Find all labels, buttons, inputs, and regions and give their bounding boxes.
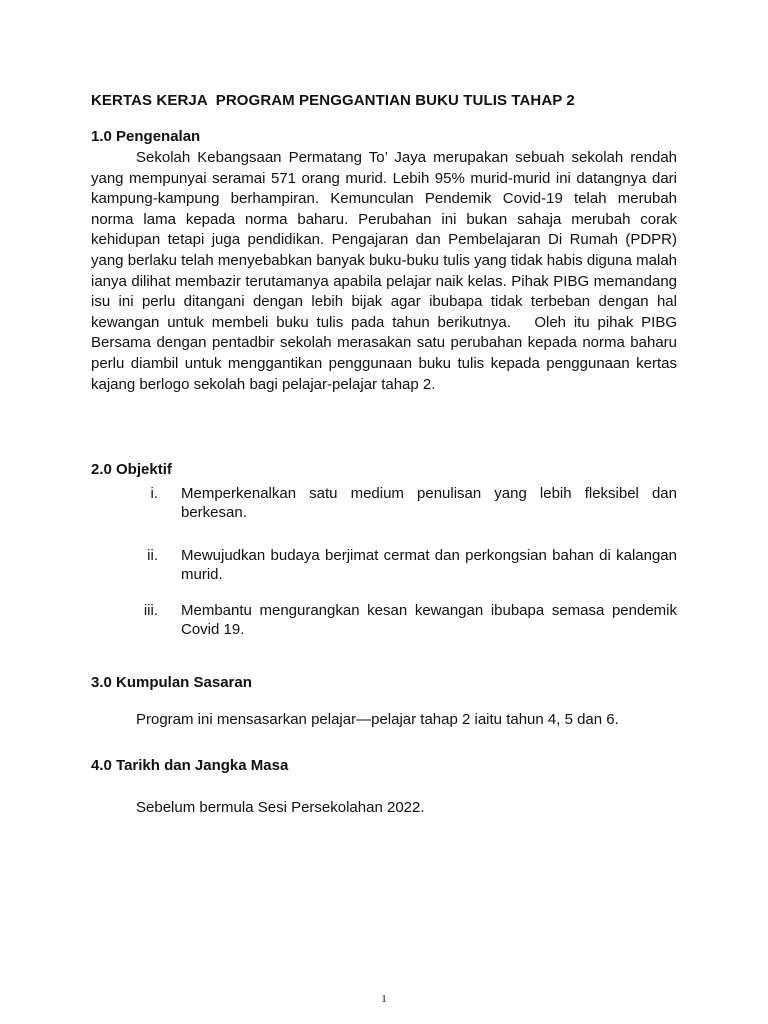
objective-text: Mewujudkan budaya berjimat cermat dan perkongsian bahan di kalangan murid. [181, 547, 677, 583]
objective-number: iii. [143, 602, 158, 619]
document-title: KERTAS KERJA PROGRAM PENGGANTIAN BUKU TULIS TAHAP 2 [91, 92, 575, 109]
section-2-heading: 2.0 Objektif [91, 461, 172, 478]
objective-number: i. [150, 485, 158, 502]
section-4-body: Sebelum bermula Sesi Persekolahan 2022. [136, 799, 425, 816]
page-number: 1 [381, 993, 387, 1005]
section-1-body: Sekolah Kebangsaan Permatang To’ Jaya merupakan sebuah sekolah rendah yang mempunyai seramai 571 orang murid. Lebih 95% murid-murid ini datangnya dari kampung-kampung berhampiran. Kemunculan Pendemik Covid-19 telah merubah norma lama kepada norma baharu. Perubahan ini bukan sahaja merubah corak kehidupan tetapi juga pendidikan. Pengajaran dan Pembelajaran Di Rumah (PDPR) yang berlaku telah menyebabkan banyak buku-buku tulis yang tidak habis diguna malah ianya dilihat membazir terutamanya apabila pelajar naik kelas. Pihak PIBG memandang isu ini perlu ditangani dengan lebih bijak agar ibubapa tidak terbeban dengan hal kewangan untuk membeli buku tulis pada tahun berikutnya. Oleh itu pihak PIBG Bersama dengan pentadbir sekolah merasakan satu perubahan kepada norma baharu perlu diambil untuk menggantikan penggunaan buku tulis kepada penggunaan kertas kajang berlogo sekolah bagi pelajar-pelajar tahap 2. [91, 149, 682, 393]
objective-number: ii. [147, 547, 158, 564]
section-3-body: Program ini mensasarkan pelajar—pelajar tahap 2 iaitu tahun 4, 5 dan 6. [136, 711, 619, 728]
section-4-heading: 4.0 Tarikh dan Jangka Masa [91, 757, 289, 774]
objective-text: Memperkenalkan satu medium penulisan yang lebih fleksibel dan berkesan. [181, 485, 677, 521]
section-1-heading: 1.0 Pengenalan [91, 128, 201, 145]
section-3-heading: 3.0 Kumpulan Sasaran [91, 674, 252, 691]
objective-text: Membantu mengurangkan kesan kewangan ibubapa semasa pendemik Covid 19. [181, 602, 677, 638]
